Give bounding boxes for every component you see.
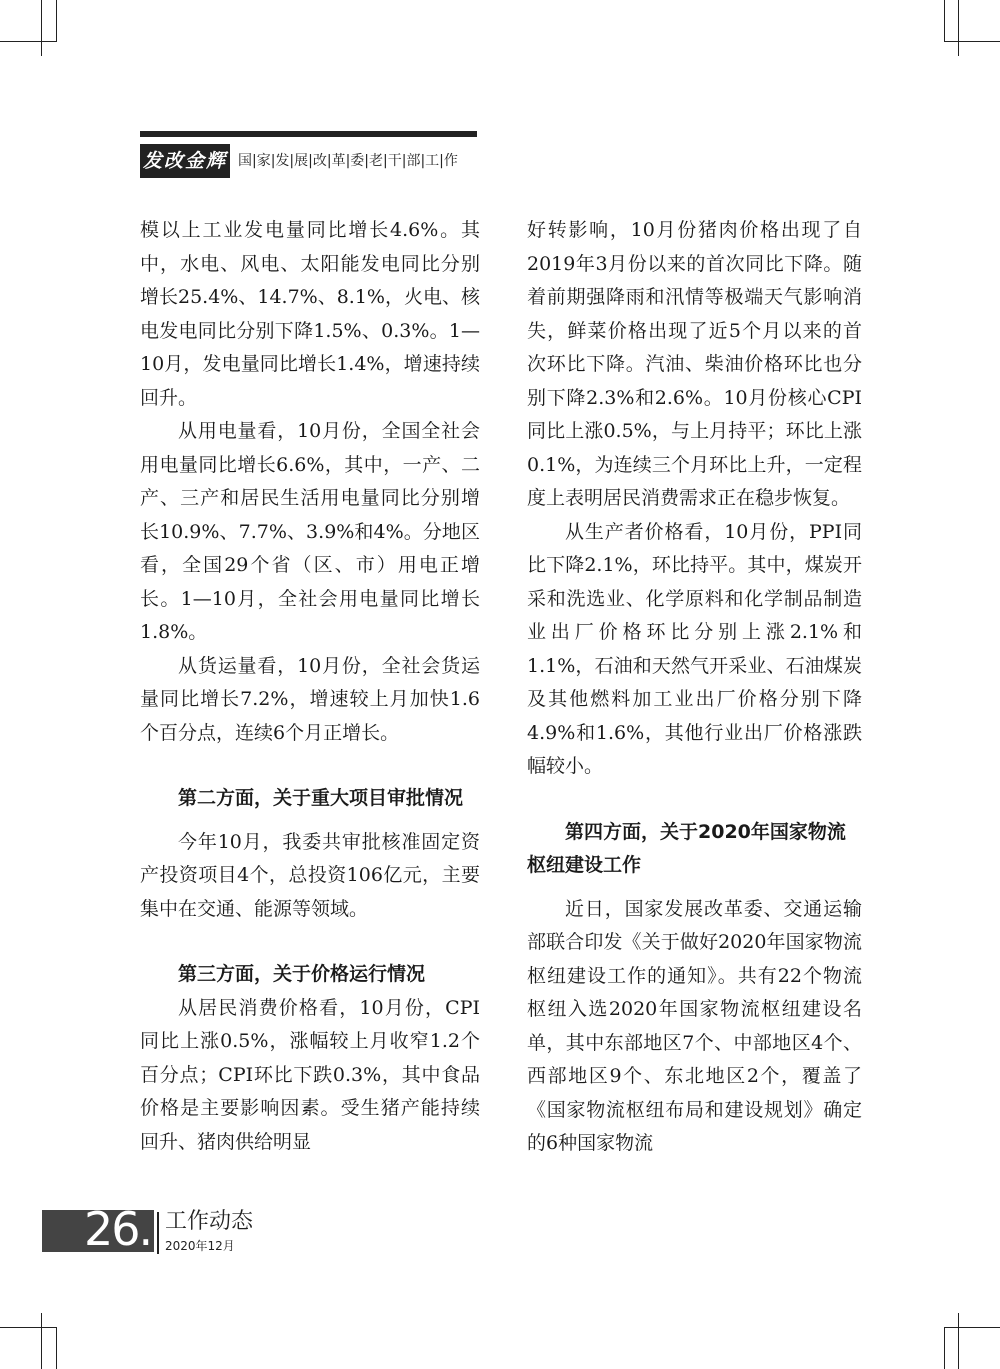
footer-section-title: 工作动态 <box>165 1209 254 1234</box>
paragraph: 从生产者价格看，10月份，PPI同比下降2.1%，环比持平。其中，煤炭开采和洗选业、化学原料和化学制品制造业出厂价格环比分别上涨2.1%和1.1%，石油和天然气开采业、石油煤炭及其他燃料加工业出厂价格分别下降4.9%和1.6%，其他行业出厂价格涨跌幅较小。 <box>527 520 862 777</box>
crop-mark <box>944 1327 945 1369</box>
crop-mark <box>56 1327 57 1369</box>
section-badge: 发改金辉 <box>140 144 230 178</box>
paragraph: 从货运量看，10月份，全社会货运量同比增长7.2%，增速较上月加快1.6个百分点，连续6个月正增长。 <box>140 654 480 744</box>
section-heading: 第二方面，关于重大项目审批情况 <box>178 787 464 809</box>
paragraph: 模以上工业发电量同比增长4.6%。其中，水电、风电、太阳能发电同比分别增长25.4%、14.7%、8.1%，火电、核电发电同比分别下降1.5%、0.3%。1—10月，发电量同比增长1.4%，增速持续回升。 <box>140 219 480 409</box>
page-number: 26. <box>84 1202 152 1256</box>
section-heading: 第三方面，关于价格运行情况 <box>178 963 426 985</box>
paragraph: 好转影响，10月份猪肉价格出现了自2019年3月份以来的首次同比下降。随着前期强降雨和汛情等极端天气影响消失，鲜菜价格出现了近5个月以来的首次环比下降。汽油、柴油价格环比也分别下降2.3%和2.6%。10月份核心CPI同比上涨0.5%，与上月持平；环比上涨0.1%，为连续三个月环比上升，一定程度上表明居民消费需求正在稳步恢复。 <box>527 219 862 509</box>
paragraph: 从用电量看，10月份，全国全社会用电量同比增长6.6%，其中，一产、二产、三产和居民生活用电量同比分别增长10.9%、7.7%、3.9%和4%。分地区看，全国29个省（区、市）用电正增长。1—10月，全社会用电量同比增长1.8%。 <box>140 420 480 643</box>
paragraph: 从居民消费价格看，10月份，CPI同比上涨0.5%，涨幅较上月收窄1.2个百分点；CPI环比下跌0.3%，其中食品价格是主要影响因素。受生猪产能持续回升、猪肉供给明显 <box>140 996 480 1153</box>
crop-mark <box>56 0 57 42</box>
paragraph: 近日，国家发展改革委、交通运输部联合印发《关于做好2020年国家物流枢纽建设工作的通知》。共有22个物流枢纽入选2020年国家物流枢纽建设名单，其中东部地区7个、中部地区4个、西部地区9个、东北地区2个，覆盖了《国家物流枢纽布局和建设规划》确定的6种国家物流 <box>527 897 862 1154</box>
crop-mark <box>958 0 959 56</box>
crop-mark <box>0 41 56 42</box>
header-subtitle: 国|家|发|展|改|革|委|老|干|部|工|作 <box>238 153 458 169</box>
header-rule <box>140 131 477 137</box>
footer-divider <box>157 1212 159 1254</box>
footer-date: 2020年12月 <box>165 1239 235 1253</box>
section-heading: 第四方面，关于2020年国家物流枢纽建设工作 <box>527 820 846 876</box>
paragraph: 今年10月，我委共审批核准固定资产投资项目4个，总投资106亿元，主要集中在交通、能源等领域。 <box>140 830 480 920</box>
crop-mark <box>944 41 1000 42</box>
right-column <box>527 214 862 1161</box>
crop-mark <box>958 1313 959 1369</box>
crop-mark <box>0 1327 56 1328</box>
left-column <box>140 214 480 1159</box>
crop-mark <box>41 1313 42 1369</box>
crop-mark <box>41 0 42 56</box>
crop-mark <box>944 1327 1000 1328</box>
crop-mark <box>944 0 945 42</box>
